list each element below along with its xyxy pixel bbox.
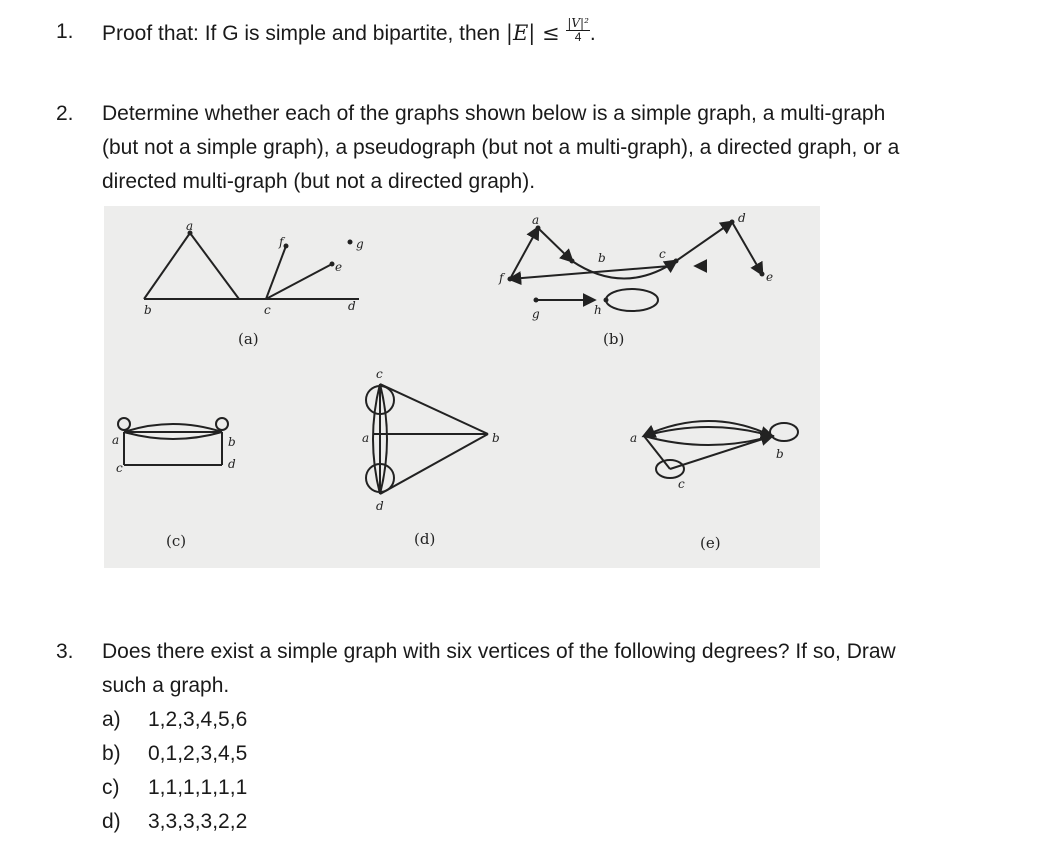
question-3-number: 3. (56, 640, 74, 663)
question-1-number: 1. (56, 20, 74, 43)
graph-c-edge (124, 432, 222, 439)
option-value: 1,2,3,4,5,6 (148, 708, 248, 731)
graph-e-loop (770, 423, 798, 441)
caption-a: (a) (238, 330, 259, 348)
question-1-text (102, 16, 596, 51)
graph-c-label-c: c (116, 461, 123, 475)
graph-d-label-a: a (362, 431, 370, 445)
graph-a-label-f: f (279, 235, 284, 249)
question-1-statement: Proof that: If G is simple and bipartite, then (102, 22, 506, 45)
fraction-denominator: 4 (574, 29, 582, 44)
graph-e-edge (644, 421, 772, 436)
graph-a-label-a: a (186, 219, 194, 233)
graph-b-edge (732, 222, 762, 274)
graph-e (644, 421, 798, 478)
graph-a-edge (266, 264, 332, 299)
graph-d-label-c: c (376, 367, 383, 381)
option-letter: a) (102, 708, 121, 731)
question-1-period: . (589, 22, 596, 45)
graph-c-loop (216, 418, 228, 430)
graph-a-label-c: c (264, 303, 271, 317)
graph-c-edge (124, 424, 222, 432)
graph-c-label-d: d (228, 457, 236, 471)
graph-b-label-f: f (499, 271, 504, 285)
graph-c-label-a: a (112, 433, 120, 447)
graph-d (366, 384, 488, 494)
graph-a-edge (144, 233, 190, 299)
question-3-option-a (102, 708, 247, 732)
question-3-option-b (102, 742, 247, 766)
graph-a-vertex (284, 244, 289, 249)
graph-a-label-e: e (335, 260, 343, 274)
caption-d: (d) (414, 530, 436, 548)
graph-a-label-g: g (356, 237, 364, 251)
question-1-inequality-lhs: |E| ≤ (505, 21, 567, 45)
option-letter: b) (102, 742, 121, 765)
question-3-option-c (102, 776, 247, 800)
question-3-line-2: such a graph. (102, 674, 230, 697)
graph-d-label-b: b (492, 431, 500, 445)
caption-b: (b) (603, 330, 625, 348)
graph-a-vertex (348, 240, 353, 245)
question-2-number: 2. (56, 102, 74, 125)
graph-c-label-b: b (228, 435, 236, 449)
graph-a-edge (190, 233, 239, 299)
option-letter: d) (102, 810, 121, 833)
question-3-option-d (102, 810, 247, 834)
fraction-numerator: |V|² (567, 15, 589, 30)
graph-b-loop (606, 289, 658, 311)
graph-b-label-h: h (594, 303, 602, 317)
graph-b-edge (510, 266, 670, 279)
graph-d-edge (373, 384, 380, 494)
option-letter: c) (102, 776, 120, 799)
graph-b-label-a: a (532, 213, 540, 227)
graph-e-edge (644, 436, 772, 445)
graph-b (510, 222, 762, 311)
graph-d-edge (380, 384, 387, 494)
question-2-line-3: directed multi-graph (but not a directed graph). (102, 170, 536, 193)
question-2-line-2: (but not a simple graph), a pseudograph (but not a multi-graph), a directed graph, or a (102, 136, 900, 159)
question-2-line-1: Determine whether each of the graphs shown below is a simple graph, a multi-graph (102, 102, 886, 125)
graph-b-edge (538, 228, 572, 261)
graph-b-label-g: g (532, 307, 540, 321)
graph-e-label-b: b (776, 447, 784, 461)
option-value: 0,1,2,3,4,5 (148, 742, 248, 765)
graph-figure-svg (104, 206, 820, 568)
graph-b-label-d: d (738, 211, 746, 225)
question-1-fraction (566, 17, 590, 44)
graph-d-label-d: d (376, 499, 384, 513)
graph-b-edge (510, 228, 538, 279)
graph-a-label-b: b (144, 303, 152, 317)
option-value: 3,3,3,3,2,2 (148, 810, 248, 833)
graph-b-label-b: b (598, 251, 606, 265)
graph-figure-photo (104, 206, 820, 568)
caption-e: (e) (700, 534, 721, 552)
graph-d-edge (380, 384, 488, 434)
question-3-line-1: Does there exist a simple graph with six vertices of the following degrees? If so, Draw (102, 640, 896, 663)
graph-b-label-e: e (766, 270, 774, 284)
graph-b-label-c: c (659, 247, 666, 261)
graph-a-label-d: d (348, 299, 356, 313)
option-value: 1,1,1,1,1,1 (148, 776, 248, 799)
graph-c (118, 418, 228, 465)
graph-e-label-c: c (678, 477, 685, 491)
graph-c-loop (118, 418, 130, 430)
graph-a-vertex (330, 262, 335, 267)
caption-c: (c) (166, 532, 187, 550)
graph-d-edge (380, 434, 488, 494)
graph-e-edge (670, 436, 772, 469)
graph-b-edge (676, 222, 732, 261)
graph-a (144, 233, 359, 299)
graph-e-label-a: a (630, 431, 638, 445)
